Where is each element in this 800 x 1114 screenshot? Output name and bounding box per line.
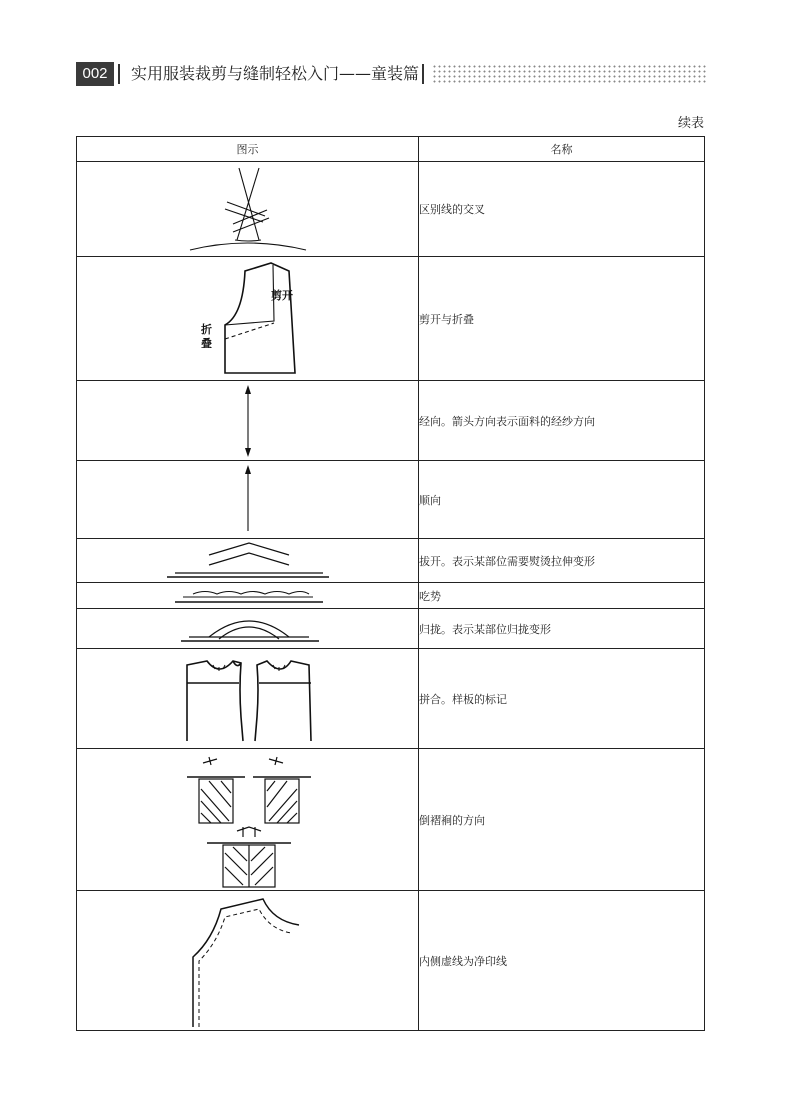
- figure-cell: [77, 381, 419, 461]
- table-row: [77, 539, 705, 583]
- header-divider: [422, 64, 424, 84]
- figure-cell: [77, 749, 419, 891]
- header-dot-pattern: [432, 64, 706, 84]
- symbol-table: [76, 136, 705, 1031]
- page-number: 002: [76, 62, 114, 86]
- table-row: [77, 162, 705, 257]
- table-row: [77, 749, 705, 891]
- cut-and-fold-icon: [77, 257, 419, 380]
- stretch-chevrons-icon: [77, 539, 419, 582]
- table-row: [77, 461, 705, 539]
- column-header-figure: 图示: [77, 137, 419, 162]
- figure-cell: [77, 583, 419, 609]
- page-header: [76, 62, 706, 88]
- row-name: 内侧虚线为净印线: [419, 891, 705, 1031]
- figure-cell: [77, 257, 419, 381]
- fold-label: 叠: [201, 337, 212, 350]
- shrink-arcs-icon: [77, 609, 419, 648]
- pleat-direction-icon: [77, 749, 419, 890]
- book-title: 实用服装裁剪与缝制轻松入门——童装篇: [131, 64, 420, 83]
- crossing-lines-icon: [77, 162, 419, 256]
- dashed-seamline-icon: [77, 891, 419, 1030]
- figure-cell: [77, 649, 419, 749]
- double-arrow-icon: [77, 381, 419, 460]
- table-row: [77, 649, 705, 749]
- fold-label: 折: [201, 323, 212, 336]
- column-header-name: 名称: [419, 137, 705, 162]
- table-row: [77, 381, 705, 461]
- ease-wave-icon: [77, 583, 419, 608]
- row-name: 拼合。样板的标记: [419, 649, 705, 749]
- continuation-label: 续表: [677, 116, 704, 131]
- row-name: 拔开。表示某部位需要熨烫拉伸变形: [419, 539, 705, 583]
- figure-cell: [77, 539, 419, 583]
- row-name: 顺向: [419, 461, 705, 539]
- figure-cell: [77, 609, 419, 649]
- row-name: 区别线的交叉: [419, 162, 705, 257]
- row-name: 倒褶裥的方向: [419, 749, 705, 891]
- figure-cell: [77, 891, 419, 1031]
- row-name: 经向。箭头方向表示面料的经纱方向: [419, 381, 705, 461]
- figure-cell: [77, 461, 419, 539]
- table-header-row: [77, 137, 705, 162]
- table-row: [77, 891, 705, 1031]
- table-row: [77, 583, 705, 609]
- row-name: 归拢。表示某部位归拢变形: [419, 609, 705, 649]
- single-arrow-icon: [77, 461, 419, 538]
- row-name: 吃势: [419, 583, 705, 609]
- cut-label: 剪开: [271, 289, 293, 302]
- header-divider: [118, 64, 120, 84]
- pattern-join-icon: [77, 649, 419, 748]
- figure-cell: [77, 162, 419, 257]
- row-name: 剪开与折叠: [419, 257, 705, 381]
- table-row: [77, 609, 705, 649]
- table-row: [77, 257, 705, 381]
